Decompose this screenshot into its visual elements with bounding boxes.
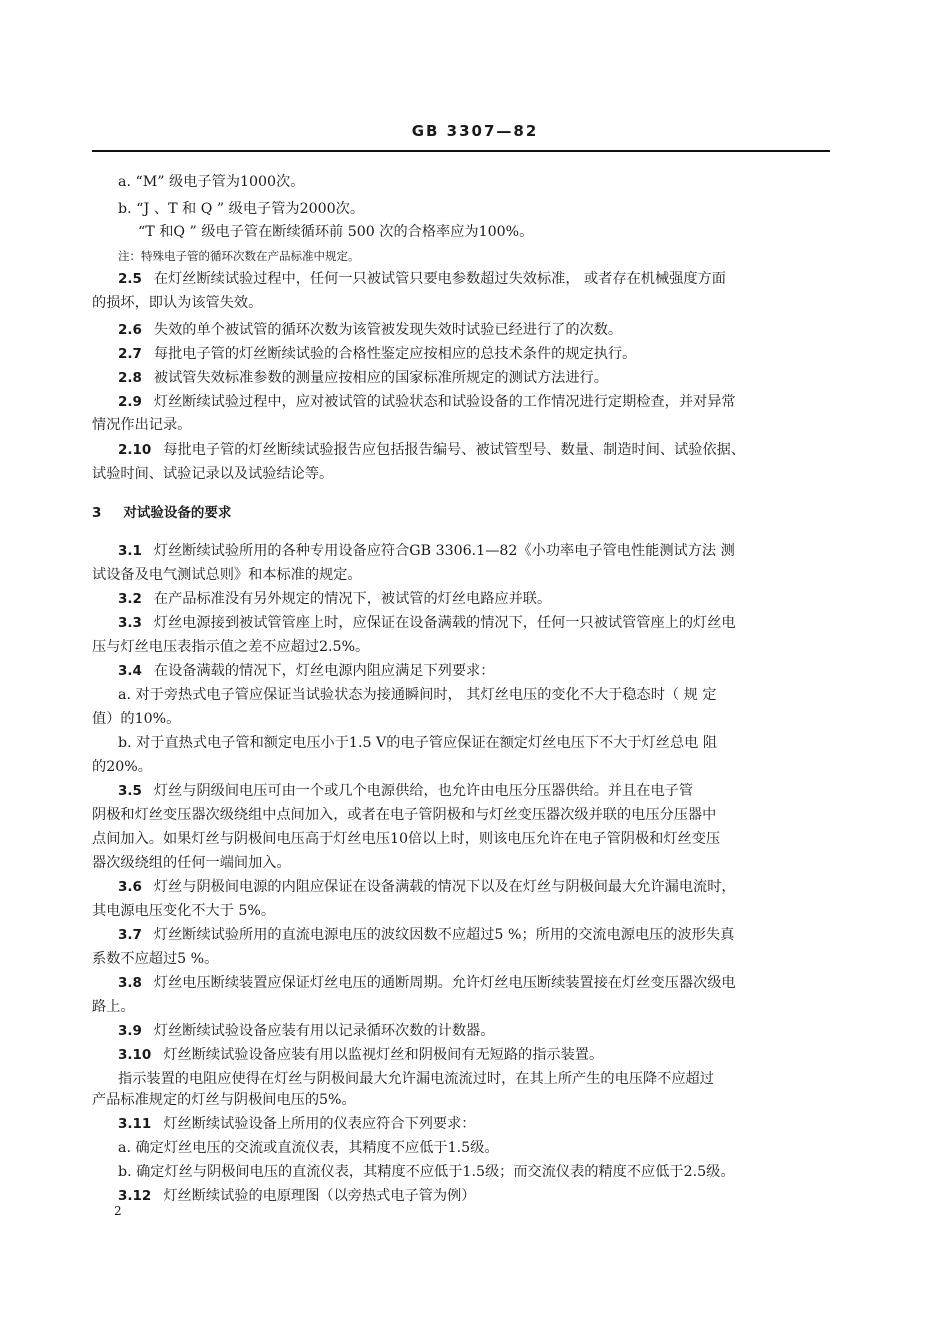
page-header: GB 3307—82: [411, 122, 539, 140]
clause-3-5-cont: 点间加入。如果灯丝与阴极间电压高于灯丝电压10倍以上时，则该电压允许在电子管阴极和灯丝变压: [92, 831, 721, 847]
list-item-cont: 的20%。: [92, 759, 152, 775]
clause-3-2: 3.2 在产品标准没有另外规定的情况下，被试管的灯丝电路应并联。: [118, 591, 552, 607]
clause-2-7: 2.7 每批电子管的灯丝断续试验的合格性鉴定应按相应的总技术条件的规定执行。: [118, 346, 637, 362]
clause-3-6-cont: 其电源电压变化不大于 5%。: [92, 903, 276, 919]
clause-2-9-cont: 情况作出记录。: [92, 417, 192, 433]
clause-3-1-cont: 试设备及电气测试总则》和本标准的规定。: [92, 567, 362, 583]
list-item: a. 对于旁热式电子管应保证当试验状态为接通瞬间时， 其灯丝电压的变化不大于稳态时（ 规 定: [118, 687, 717, 703]
list-item-cont: 值）的10%。: [92, 711, 181, 727]
clause-3-7-cont: 系数不应超过5 %。: [92, 951, 219, 967]
clause-2-9: 2.9 灯丝断续试验过程中，应对被试管的试验状态和试验设备的工作情况进行定期检查，并对异常: [118, 394, 736, 410]
page-number: 2: [114, 1204, 122, 1218]
clause-3-5-cont: 器次级绕组的任何一端间加入。: [92, 855, 291, 871]
list-item: a. “M” 级电子管为1000次。: [118, 174, 305, 190]
clause-2-10-cont: 试验时间、试验记录以及试验结论等。: [92, 466, 334, 482]
clause-3-7: 3.7 灯丝断续试验所用的直流电源电压的波纹因数不应超过5 %；所用的交流电源电压的波形失真: [118, 927, 735, 943]
clause-3-10: 3.10 灯丝断续试验设备应装有用以监视灯丝和阴极间有无短路的指示装置。: [118, 1047, 604, 1063]
clause-3-11: 3.11 灯丝断续试验设备上所用的仪表应符合下列要求：: [118, 1116, 476, 1132]
clause-2-5: 2.5 在灯丝断续试验过程中，任何一只被试管只要电参数超过失效标准， 或者存在机械强度方面: [118, 271, 726, 287]
header-rule: [92, 150, 830, 152]
list-item: b. “J 、T 和 Q ” 级电子管为2000次。: [118, 201, 365, 217]
section-heading: 3 对试验设备的要求: [92, 505, 232, 521]
clause-3-6: 3.6 灯丝与阴极间电源的内阻应保证在设备满载的情况下以及在灯丝与阴极间最大允许漏电流时，: [118, 879, 736, 895]
list-item: “T 和Q ” 级电子管在断续循环前 500 次的合格率应为100%。: [138, 224, 534, 240]
clause-2-10: 2.10 每批电子管的灯丝断续试验报告应包括报告编号、被试管型号、数量、制造时间、试验依据、: [118, 442, 746, 458]
clause-3-8: 3.8 灯丝电压断续装置应保证灯丝电压的通断周期。允许灯丝电压断续装置接在灯丝变压器次级电: [118, 975, 736, 991]
clause-2-6: 2.6 失效的单个被试管的循环次数为该管被发现失效时试验已经进行了的次数。: [118, 322, 623, 338]
clause-3-4: 3.4 在设备满载的情况下，灯丝电源内阻应满足下列要求：: [118, 663, 495, 679]
clause-2-5-cont: 的损坏，即认为该管失效。: [92, 295, 263, 311]
list-item: b. 确定灯丝与阴极间电压的直流仪表，其精度不应低于1.5级；而交流仪表的精度不应低于2.5级。: [118, 1164, 735, 1180]
clause-3-3-cont: 压与灯丝电压表指示值之差不应超过2.5%。: [92, 639, 370, 655]
note: 注：特殊电子管的循环次数在产品标准中规定。: [118, 249, 360, 263]
clause-3-10-cont: 产品标准规定的灯丝与阴极间电压的5%。: [92, 1092, 356, 1108]
clause-3-8-cont: 路上。: [92, 999, 135, 1015]
list-item: a. 确定灯丝电压的交流或直流仪表，其精度不应低于1.5级。: [118, 1140, 499, 1156]
clause-3-12: 3.12 灯丝断续试验的电原理图（以旁热式电子管为例）: [118, 1188, 476, 1204]
clause-3-5-cont: 阴极和灯丝变压器次级绕组中点间加入，或者在电子管阴极和与灯丝变压器次级并联的电压分压器中: [92, 807, 717, 823]
clause-3-3: 3.3 灯丝电源接到被试管管座上时，应保证在设备满载的情况下，任何一只被试管管座上的灯丝电: [118, 615, 736, 631]
clause-2-8: 2.8 被试管失效标准参数的测量应按相应的国家标准所规定的测试方法进行。: [118, 370, 608, 386]
clause-3-5: 3.5 灯丝与阴级间电压可由一个或几个电源供给，也允许由电压分压器供给。并且在电子管: [118, 783, 694, 799]
clause-3-1: 3.1 灯丝断续试验所用的各种专用设备应符合GB 3306.1—82《小功率电子管电性能测试方法 测: [118, 543, 735, 559]
clause-3-10-cont: 指示装置的电阻应使得在灯丝与阴极间最大允许漏电流流过时，在其上所产生的电压降不应超过: [118, 1071, 714, 1087]
list-item: b. 对于直热式电子管和额定电压小于1.5 V的电子管应保证在额定灯丝电压下不大于灯丝总电 阻: [118, 735, 718, 751]
clause-3-9: 3.9 灯丝断续试验设备应装有用以记录循环次数的计数器。: [118, 1023, 495, 1039]
